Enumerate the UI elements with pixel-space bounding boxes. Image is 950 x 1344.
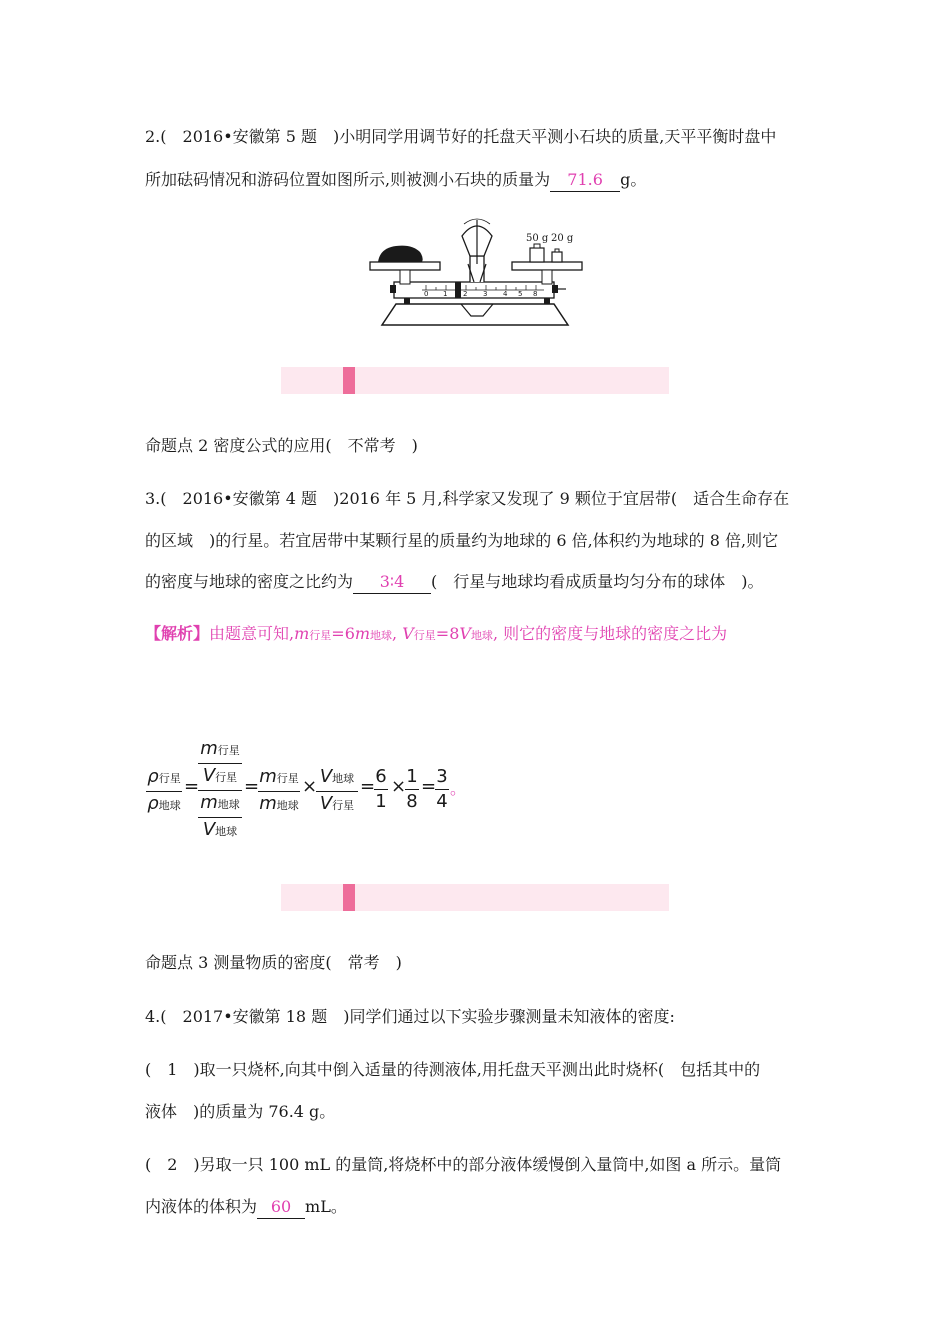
analysis-var: V xyxy=(402,624,414,643)
tick-label: 2 xyxy=(463,290,468,298)
volume-ratio: V地球 V行星 xyxy=(316,766,358,817)
period-mark: 。 xyxy=(450,779,467,798)
q2-line2-prefix: 所加砝码情况和游码位置如图所示,则被测小石块的质量为 xyxy=(145,170,551,189)
analysis-sub: 地球 xyxy=(370,629,393,642)
tick-label: 5 xyxy=(518,290,523,298)
q4-step2-line1: ( 2 )另取一只 100 mL 的量筒,将烧杯中的部分液体缓慢倒入量筒中,如图 a 所示。量筒 xyxy=(145,1155,782,1174)
tick-label: 8 xyxy=(533,290,538,298)
weight2-label: 20 g xyxy=(551,233,574,244)
analysis-sub: 地球 xyxy=(470,629,493,642)
analysis-var: m xyxy=(354,624,371,643)
q2-line2-suffix: g。 xyxy=(620,170,647,189)
fraction-6-1: 6 1 xyxy=(375,766,387,812)
equals-sign: = xyxy=(421,776,437,797)
analysis-text: , xyxy=(392,624,403,643)
fraction-3-4: 3 4 xyxy=(436,766,448,812)
analysis-text: , 则它的密度与地球的密度之比为 xyxy=(492,624,728,643)
q4-step1-line2: 液体 )的质量为 76.4 g。 xyxy=(145,1102,336,1121)
q2-line2 xyxy=(145,169,646,192)
q2-answer: 71.6 xyxy=(550,169,620,192)
q3-analysis xyxy=(145,623,727,647)
q4-line1: 4.( 2017•安徽第 18 题 )同学们通过以下实验步骤测量未知液体的密度: xyxy=(145,1007,675,1026)
q3-line1: 3.( 2016•安徽第 4 题 )2016 年 5 月,科学家又发现了 9 颗位于宜居带( 适合生命存在 xyxy=(145,489,790,508)
times-sign: × xyxy=(302,776,318,797)
balance-base xyxy=(382,304,568,325)
equals-sign: = xyxy=(360,776,376,797)
q4-step2-suffix: mL。 xyxy=(305,1197,347,1216)
analysis-sub: 行星 xyxy=(309,629,332,642)
weight-20g xyxy=(552,252,562,262)
rider xyxy=(455,282,461,298)
analysis-sub: 行星 xyxy=(413,629,436,642)
band-marker xyxy=(343,367,355,394)
compound-fraction: m行星 V行星 m地球 V地球 xyxy=(198,738,242,843)
right-pan xyxy=(512,262,582,270)
section2-title: 命题点 2 密度公式的应用( 不常考 ) xyxy=(145,436,418,455)
tick-label: 1 xyxy=(443,290,448,298)
q4-step2-prefix: 内液体的体积为 xyxy=(145,1197,258,1216)
analysis-label: 【解析】 xyxy=(145,624,210,643)
q4-step1-line1: ( 1 )取一只烧杯,向其中倒入适量的待测液体,用托盘天平测出此时烧杯( 包括其中的 xyxy=(145,1060,761,1079)
equals-sign: = xyxy=(184,776,200,797)
tick-label: 4 xyxy=(503,290,508,298)
analysis-text: =8 xyxy=(435,624,460,643)
weight-50g xyxy=(530,248,544,262)
q3-line3 xyxy=(145,571,764,594)
analysis-text: 由题意可知, xyxy=(209,624,295,643)
q3-answer: 3∶4 xyxy=(353,571,431,594)
section-band xyxy=(281,884,669,911)
tick-label: 3 xyxy=(483,290,488,298)
band-marker xyxy=(343,884,355,911)
mass-ratio: m行星 m地球 xyxy=(259,766,299,814)
balance-figure xyxy=(366,212,588,330)
weight1-label: 50 g xyxy=(526,233,549,244)
q2-line1: 2.( 2016•安徽第 5 题 )小明同学用调节好的托盘天平测小石块的质量,天平平衡时盘中 xyxy=(145,127,777,146)
section3-title: 命题点 3 测量物质的密度( 常考 ) xyxy=(145,953,402,972)
q4-answer: 60 xyxy=(257,1196,305,1219)
analysis-text: =6 xyxy=(331,624,355,643)
stone xyxy=(378,246,423,262)
q3-line3-suffix: ( 行星与地球均看成质量均匀分布的球体 )。 xyxy=(431,572,764,591)
times-sign: × xyxy=(391,776,407,797)
fraction-1-8: 1 8 xyxy=(406,766,418,812)
q3-line3-prefix: 的密度与地球的密度之比约为 xyxy=(145,572,354,591)
tick-label: 0 xyxy=(424,290,429,298)
density-formula xyxy=(146,738,476,848)
rho-ratio: ρ行星 ρ地球 xyxy=(147,766,181,814)
analysis-var: V xyxy=(459,624,471,643)
analysis-var: m xyxy=(294,624,310,643)
q3-line2: 的区域 )的行星。若宜居带中某颗行星的质量约为地球的 6 倍,体积约为地球的 8 倍,则它 xyxy=(145,531,779,550)
section-band xyxy=(281,367,669,394)
q4-step2-line2 xyxy=(145,1196,347,1219)
equals-sign: = xyxy=(244,776,260,797)
left-pan xyxy=(370,262,440,270)
